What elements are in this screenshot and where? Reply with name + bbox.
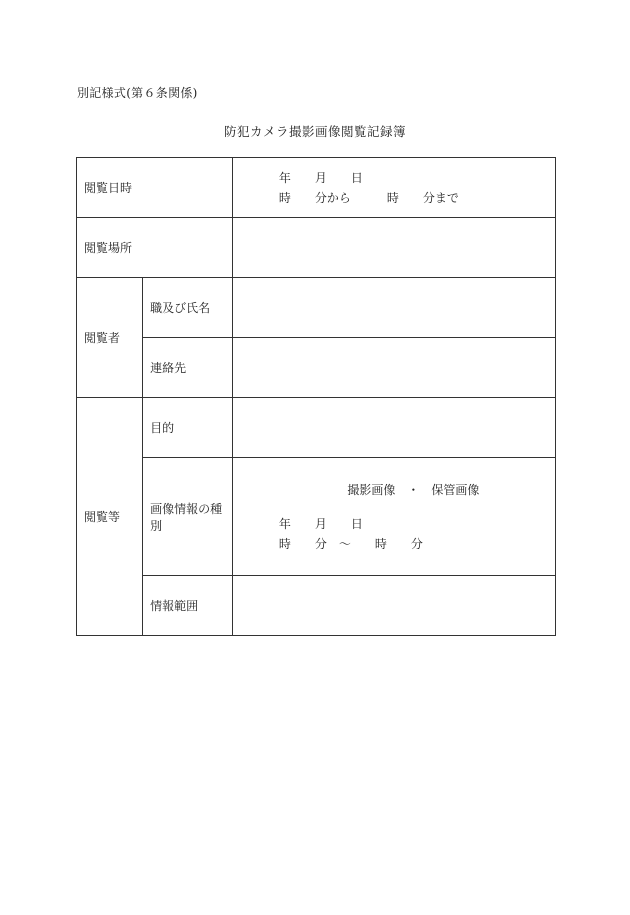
date-time-label: 閲覧日時 — [84, 181, 133, 195]
date-time-label-cell — [77, 158, 233, 218]
name-label: 職及び氏名 — [150, 301, 211, 315]
form-title: 防犯カメラ撮影画像閲覧記録簿 — [223, 124, 406, 139]
table-row-date-time — [77, 158, 556, 218]
contact-value-cell[interactable] — [232, 338, 555, 398]
time-range-line: 時 分から 時 分まで — [278, 190, 459, 205]
kind-label-cell — [143, 458, 233, 576]
viewing-label-cell — [77, 398, 143, 636]
table-row-viewer-contact — [77, 338, 556, 398]
date-line: 年 月 日 — [278, 170, 363, 185]
viewing-label: 閲覧等 — [84, 510, 121, 524]
date-time-value-cell[interactable] — [232, 158, 555, 218]
table-row-image-kind — [77, 458, 556, 576]
image-kind-options: 撮影画像 ・ 保管画像 — [347, 482, 480, 497]
contact-label-cell — [143, 338, 233, 398]
place-label-cell — [77, 218, 233, 278]
kind-time-range-line: 時 分 ～ 時 分 — [278, 536, 423, 551]
table-row-scope — [77, 576, 556, 636]
place-value-cell[interactable] — [232, 218, 555, 278]
purpose-value-cell[interactable] — [232, 398, 555, 458]
scope-label: 情報範囲 — [150, 599, 199, 613]
table-row-viewer-name — [77, 278, 556, 338]
viewing-record-table — [76, 157, 556, 636]
name-value-cell[interactable] — [232, 278, 555, 338]
viewer-label: 閲覧者 — [84, 331, 121, 345]
form-reference-note: 別記様式(第６条関係) — [77, 86, 198, 100]
contact-label: 連絡先 — [150, 361, 187, 375]
purpose-label-cell — [143, 398, 233, 458]
scope-label-cell — [143, 576, 233, 636]
viewer-label-cell — [77, 278, 143, 398]
kind-label: 画像情報の種別 — [150, 501, 223, 533]
place-label: 閲覧場所 — [84, 241, 133, 255]
kind-date-line: 年 月 日 — [278, 516, 363, 531]
purpose-label: 目的 — [150, 421, 175, 435]
table-row-purpose — [77, 398, 556, 458]
name-label-cell — [143, 278, 233, 338]
kind-value-cell[interactable] — [232, 458, 555, 576]
scope-value-cell[interactable] — [232, 576, 555, 636]
table-row-place — [77, 218, 556, 278]
